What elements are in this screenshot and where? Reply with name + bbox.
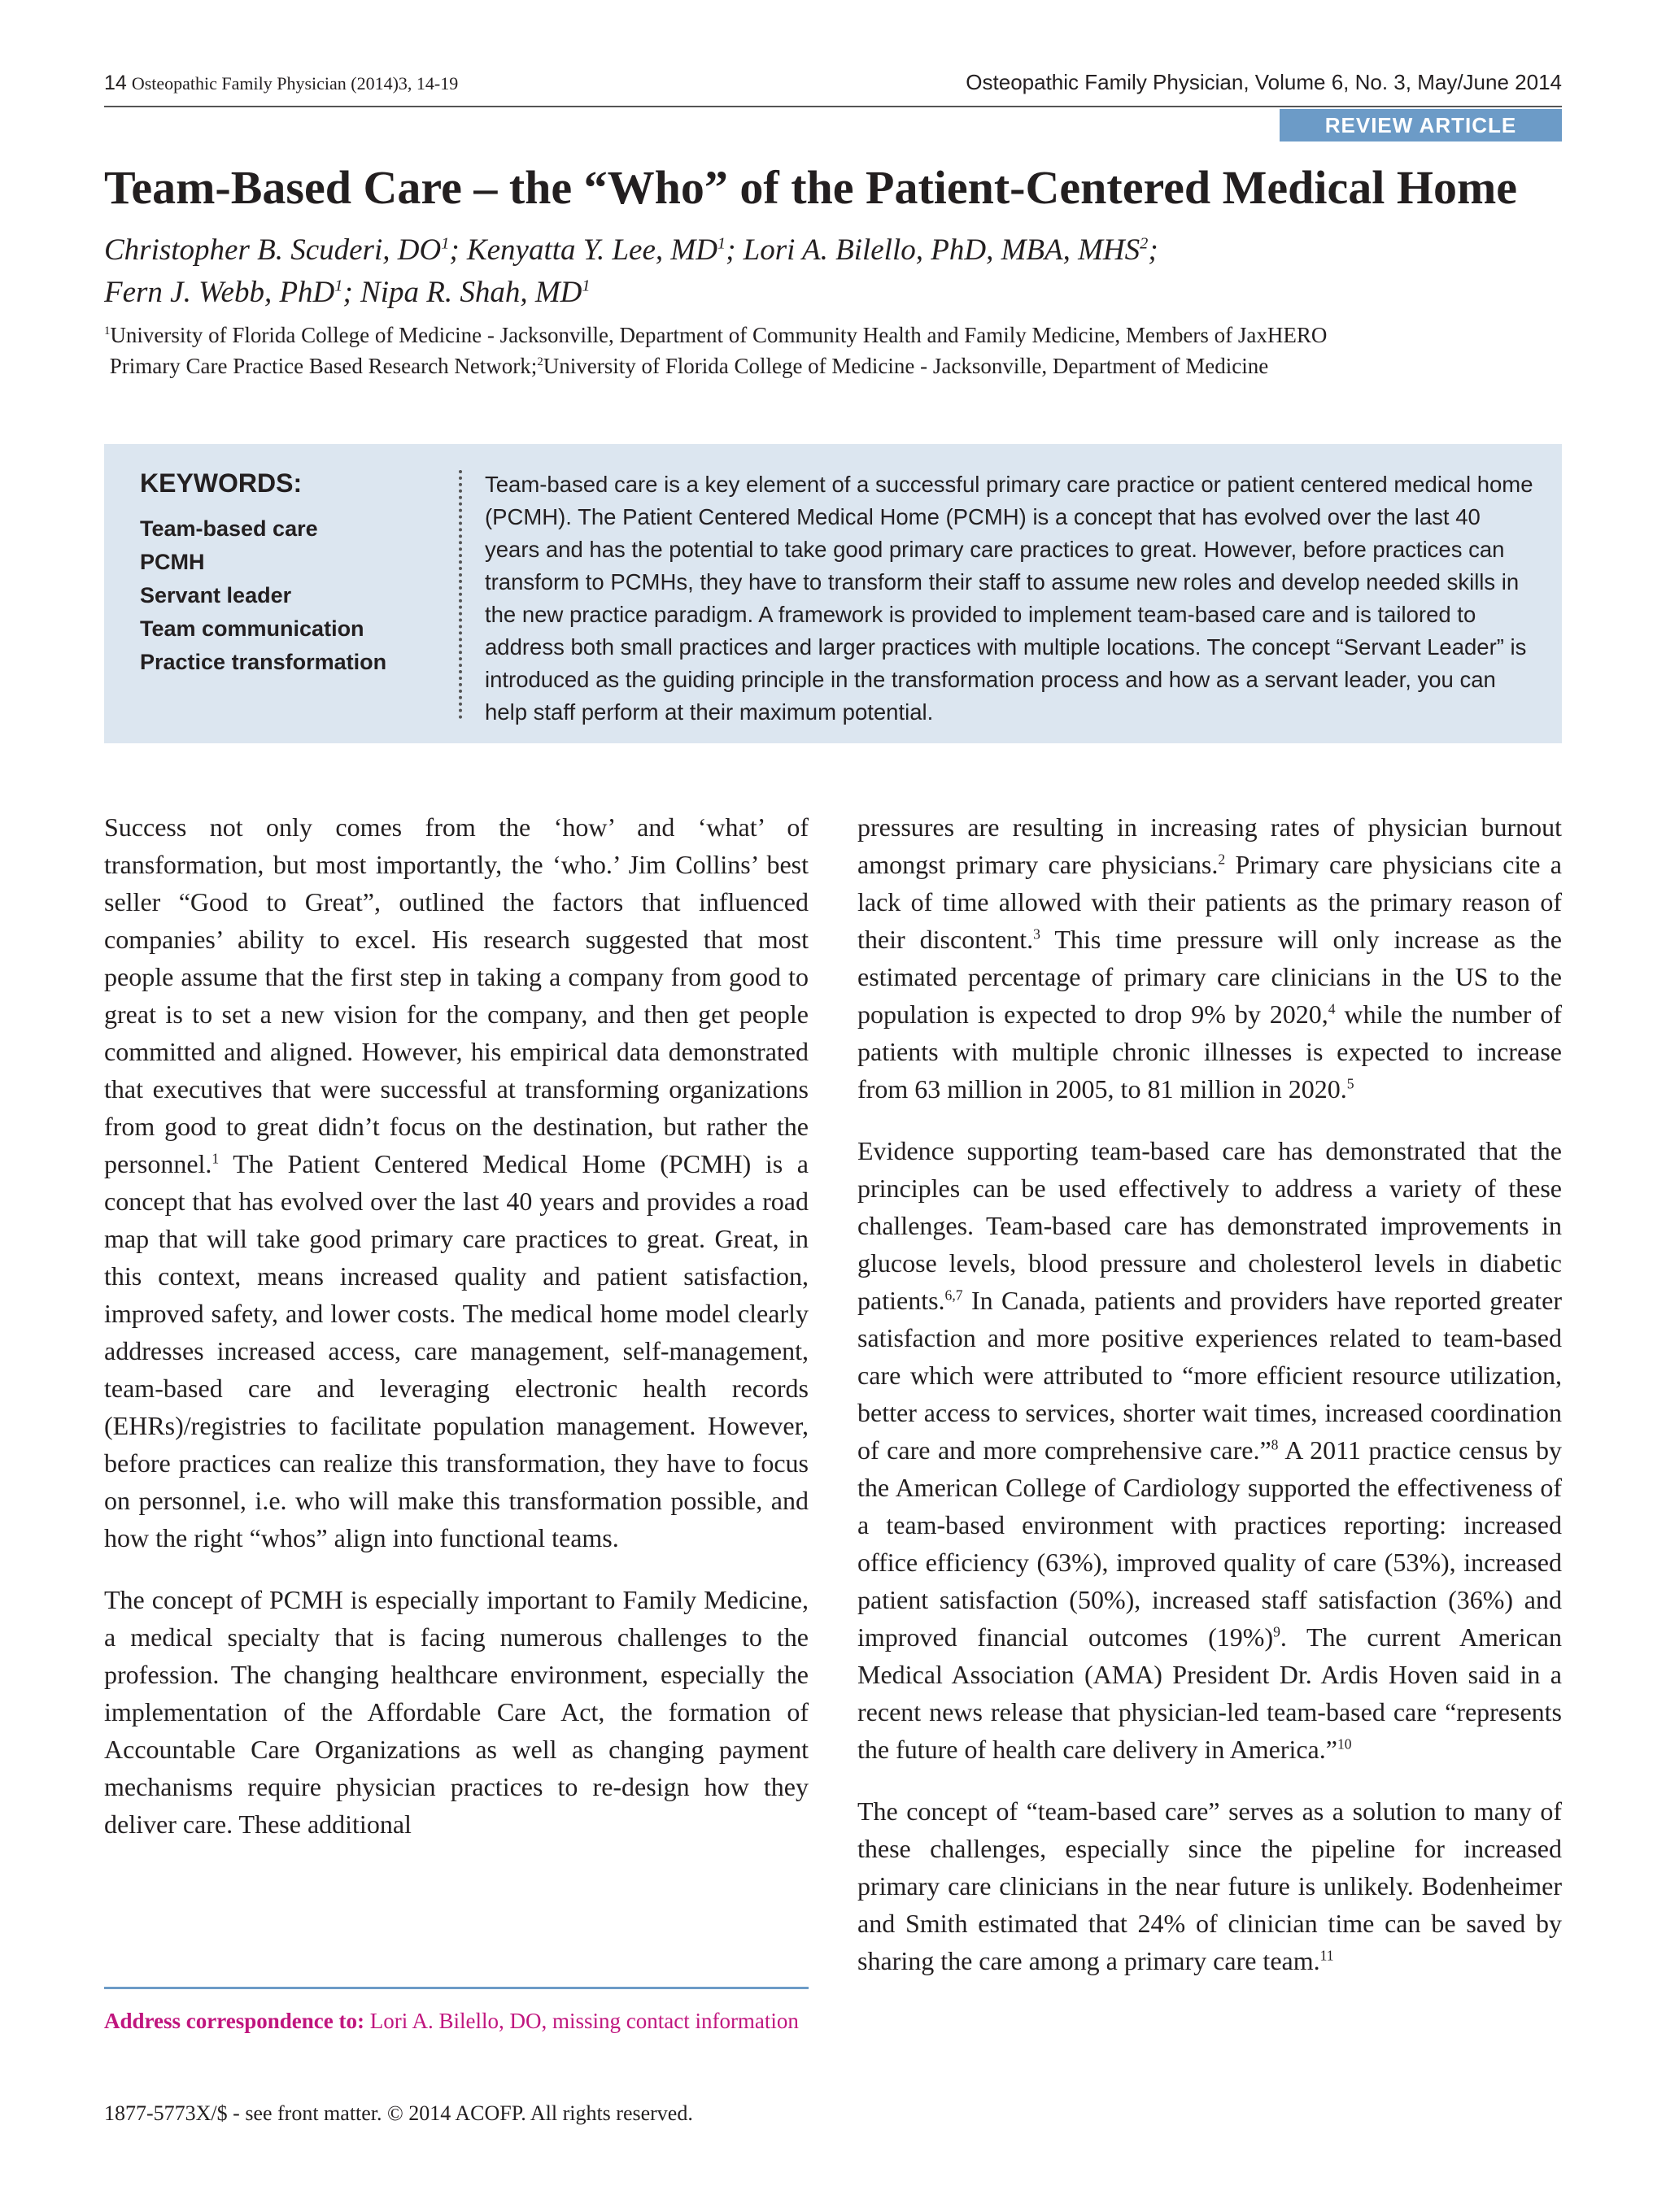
affiliations — [104, 320, 1560, 381]
author-name: ; Kenyatta Y. Lee, MD — [449, 233, 717, 267]
affil-sup: 1 — [104, 324, 111, 337]
citation-ref: 9 — [1273, 1623, 1280, 1640]
body-column-left — [104, 808, 809, 1867]
citation-ref: 1 — [212, 1150, 220, 1167]
abstract-box — [104, 444, 1562, 743]
page-number: 14 — [104, 72, 127, 94]
body-column-right — [857, 808, 1562, 2004]
correspondence-rule — [104, 1987, 809, 1989]
author-affil-sup: 2 — [1140, 234, 1149, 253]
article-type-badge: REVIEW ARTICLE — [1280, 109, 1562, 142]
journal-citation: Osteopathic Family Physician (2014)3, 14-19 — [131, 73, 459, 94]
citation-ref: 10 — [1337, 1735, 1352, 1753]
author-affil-sup: 1 — [582, 276, 591, 295]
dotted-divider — [459, 470, 462, 719]
affil-sup: 2 — [537, 355, 543, 368]
body-paragraph: pressures are resulting in increasing rates of physician burnout amongst primary care physicians.$^2$ Primary care physicians cite a lack of time allowed with their patients as the primary reason of their discontent.$^3$ This time pressure will only increase as the estimated percentage of primary care clinicians in the US to the population is expected to drop 9% by 2020,$^4$ while the number of patients with multiple chronic illnesses is expected to increase from 63 million in 2005, to 81 million in 2020.$^5$ — [857, 812, 1563, 1104]
author-name: Fern J. Webb, PhD — [104, 276, 335, 309]
body-paragraph: Evidence supporting team-based care has demonstrated that the principles can be used effectively to address a variety of these challenges. Team-based care has demonstrated improvements in glucose levels, blood pressure and cholesterol levels in diabetic patients.$^{6,7}$ In Canada, patients and providers have reported greater satisfaction and more positive experiences related to team-based care which were attributed to “more efficient resource utilization, better access to services, shorter wait times, increased coordination of care and more comprehensive care.”$^8$ A 2011 practice census by the American College of Cardiology supported the effectiveness of a team-based environment with practices reporting: increased office efficiency (63%), improved quality of care (53%), increased patient satisfaction (50%), increased staff satisfaction (36%) and improved financial outcomes $(19\%)^9$. The current American Medical Association (AMA) President Dr. Ardis Hoven said in a recent news release that physician-led team-based care “represents the future of health care delivery in America.”$^{10}$ — [857, 1136, 1563, 1764]
citation-ref: 3 — [1033, 925, 1040, 943]
citation-ref: 2 — [1218, 851, 1226, 868]
abstract-text: Team-based care is a key element of a successful primary care practice or patient centered medical home (PCMH). The Patient Centered Medical Home (PCMH) is a concept that has evolved over the last 40 years and has the potential to take good primary care practices to great. However, before practices can transform to PCMHs, they have to transform their staff to assume new roles and develop needed skills in the new practice paradigm. A framework is provided to implement team-based care and is tailored to address both small practices and larger practices with multiple locations. The concept “Servant Leader” is introduced as the guiding principle in the transformation process and how as a servant leader, you can help staff perform at their maximum potential. — [485, 472, 1533, 725]
author-name: ; Nipa R. Shah, MD — [342, 276, 582, 309]
author-name: ; Lori A. Bilello, PhD, MBA, MHS — [726, 233, 1140, 267]
citation-ref: 11 — [1319, 1947, 1334, 1964]
author-separator: ; — [1148, 233, 1158, 267]
keyword-item: Practice transformation — [140, 650, 387, 674]
citation-ref: 4 — [1328, 1000, 1336, 1017]
body-paragraph: Success not only comes from the ‘how’ and ‘what’ of transformation, but most importantly, the ‘who.’ Jim Collins’ best seller “Good to Great”, outlined the factors that influenced companies’ ability to excel. His research suggested that most people assume that the first step in taking a company from good to great is to set a new vision for the company, and then get people committed and aligned. However, his empirical data demonstrated that executives that were successful at transforming organizations from good to great didn’t focus on the destination, but rather the personnel.$^1$ The Patient Centered Medical Home (PCMH) is a concept that has evolved over the last 40 years and provides a road map that will take good primary care practices to great. Great, in this context, means increased quality and patient satisfaction, improved safety, and lower costs. The medical home model clearly addresses increased access, care management, self-management, team-based care and leveraging electronic health records (EHRs)/registries to facilitate population management. However, before practices can realize this transformation, they have to focus on personnel, i.e. who will make this transformation possible, and how the right “whos” align into functional teams. — [104, 812, 809, 1552]
header-left-citation — [104, 72, 458, 95]
header-rule — [104, 106, 1562, 107]
keyword-item: Servant leader — [140, 583, 292, 607]
affil-text: University of Florida College of Medicine - Jacksonville, Department of Medicine — [543, 354, 1269, 378]
author-list — [104, 229, 1560, 314]
correspondence-note — [104, 2006, 809, 2036]
citation-ref: 8 — [1271, 1436, 1279, 1453]
copyright-line: 1877-5773X/$ - see front matter. © 2014 ACOFP. All rights reserved. — [104, 2101, 693, 2125]
body-paragraph: The concept of PCMH is especially important to Family Medicine, a medical specialty that is facing numerous challenges to the profession. The changing healthcare environment, especially the implementation of the Affordable Care Act, the formation of Accountable Care Organizations as well as changing payment mechanisms require physician practices to re-design how they deliver care. These additional — [104, 1585, 809, 1839]
keywords-heading: KEYWORDS: — [140, 468, 303, 498]
affil-text: Primary Care Practice Based Research Network; — [109, 354, 538, 378]
keyword-item: Team-based care — [140, 516, 318, 541]
keyword-item: PCMH — [140, 550, 205, 574]
article-title: Team-Based Care – the “Who” of the Patient-Centered Medical Home — [104, 161, 1518, 214]
author-affil-sup: 1 — [717, 234, 726, 253]
keyword-item: Team communication — [140, 616, 364, 641]
author-affil-sup: 1 — [441, 234, 450, 253]
author-name: Christopher B. Scuderi, DO — [104, 233, 442, 267]
keywords-list — [140, 512, 386, 679]
affil-text: University of Florida College of Medicine - Jacksonville, Department of Community Health and Family Medicine, Members of JaxHERO — [110, 323, 1328, 347]
citation-ref: 6,7 — [944, 1287, 963, 1304]
citation-ref: 5 — [1346, 1075, 1354, 1092]
header-right-citation: Osteopathic Family Physician, Volume 6, No. 3, May/June 2014 — [966, 70, 1562, 94]
correspondence-label: Address correspondence to: — [104, 2009, 364, 2033]
body-paragraph: The concept of “team-based care” serves as a solution to many of these challenges, especially since the pipeline for increased primary care clinicians in the near future is unlikely. Bodenheimer and Smith estimated that 24% of clinician time can be saved by sharing the care among a primary care team.$^{11}$ — [857, 1796, 1562, 1975]
correspondence-text: Lori A. Bilello, DO, missing contact information — [364, 2009, 799, 2033]
author-affil-sup: 1 — [334, 276, 343, 295]
